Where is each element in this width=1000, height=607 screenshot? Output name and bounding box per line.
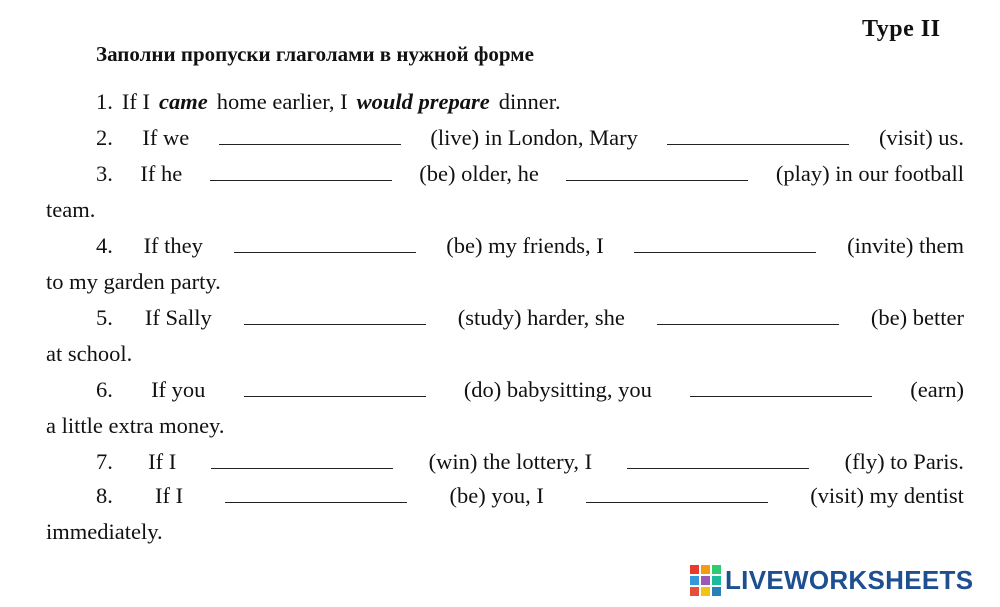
logo-tile: [701, 565, 710, 574]
answer-blank[interactable]: [627, 448, 809, 469]
logo-tile: [712, 576, 721, 585]
answer-blank[interactable]: [566, 160, 748, 181]
exercise-5: [46, 300, 964, 372]
logo-tile: [690, 587, 699, 596]
answer-blank[interactable]: [690, 376, 872, 397]
exercise-text: (live) in London, Mary: [430, 125, 638, 150]
exercise-text: (do) babysitting, you: [463, 377, 652, 402]
logo-tile: [701, 587, 710, 596]
exercise-continuation: team.: [46, 197, 96, 222]
answer-blank[interactable]: [210, 160, 392, 181]
answer-blank[interactable]: [657, 304, 839, 325]
answer-blank[interactable]: [219, 124, 401, 145]
exercise-number: 4.: [96, 233, 113, 258]
answer-blank[interactable]: [244, 304, 426, 325]
liveworksheets-logo[interactable]: [690, 565, 973, 596]
answer-blank[interactable]: [634, 232, 816, 253]
exercise-continuation: to my garden party.: [46, 269, 221, 294]
exercise-text: dinner.: [498, 89, 561, 114]
exercise-text: (study) harder, she: [457, 305, 625, 330]
example-answer: came: [158, 89, 208, 114]
exercise-number: 3.: [96, 161, 113, 186]
exercise-text: (fly) to Paris.: [844, 449, 964, 474]
exercise-2: [46, 120, 964, 156]
exercise-continuation: a little extra money.: [46, 413, 225, 438]
exercise-number: 2.: [96, 125, 113, 150]
instruction-heading: Заполни пропуски глаголами в нужной форме: [96, 42, 534, 66]
logo-text: LIVEWORKSHEETS: [725, 565, 974, 595]
exercise-7: [46, 444, 964, 480]
exercise-text: (visit) my dentist: [810, 483, 964, 508]
exercise-6: [46, 372, 964, 444]
answer-blank[interactable]: [667, 124, 849, 145]
exercise-text: If you: [151, 377, 206, 402]
exercise-number: 5.: [96, 305, 113, 330]
exercise-continuation: immediately.: [46, 519, 163, 544]
exercise-text: (play) in our football: [775, 161, 964, 186]
exercise-text: (be) better: [870, 305, 964, 330]
exercise-text: If I: [155, 483, 184, 508]
logo-tile: [701, 576, 710, 585]
exercise-number: 1.: [96, 89, 113, 114]
exercise-text: (be) older, he: [419, 161, 539, 186]
exercise-1: [46, 84, 964, 120]
exercise-text: home earlier, I: [216, 89, 348, 114]
exercise-number: 8.: [96, 483, 113, 508]
exercise-8: [46, 478, 964, 550]
exercise-text: (win) the lottery, I: [428, 449, 593, 474]
exercise-number: 6.: [96, 377, 113, 402]
type-label: Type II: [862, 16, 941, 42]
logo-tile: [712, 587, 721, 596]
exercise-continuation: at school.: [46, 341, 133, 366]
exercise-text: (be) you, I: [449, 483, 544, 508]
answer-blank[interactable]: [211, 448, 393, 469]
exercise-3: [46, 156, 964, 228]
exercise-text: If he: [140, 161, 183, 186]
exercise-text: If Sally: [144, 305, 212, 330]
exercise-text: If I: [121, 89, 150, 114]
logo-grid-icon: [690, 565, 721, 596]
exercise-text: If we: [142, 125, 190, 150]
answer-blank[interactable]: [225, 482, 407, 503]
answer-blank[interactable]: [234, 232, 416, 253]
logo-tile: [712, 565, 721, 574]
logo-tile: [690, 565, 699, 574]
exercise-text: If I: [148, 449, 177, 474]
logo-tile: [690, 576, 699, 585]
exercise-text: (invite) them: [847, 233, 964, 258]
exercise-text: (be) my friends, I: [446, 233, 604, 258]
example-answer: would prepare: [356, 89, 490, 114]
exercise-text: (visit) us.: [878, 125, 964, 150]
answer-blank[interactable]: [586, 482, 768, 503]
exercise-text: If they: [143, 233, 203, 258]
exercise-text: (earn): [910, 377, 964, 402]
answer-blank[interactable]: [244, 376, 426, 397]
exercise-4: [46, 228, 964, 300]
exercise-number: 7.: [96, 449, 113, 474]
